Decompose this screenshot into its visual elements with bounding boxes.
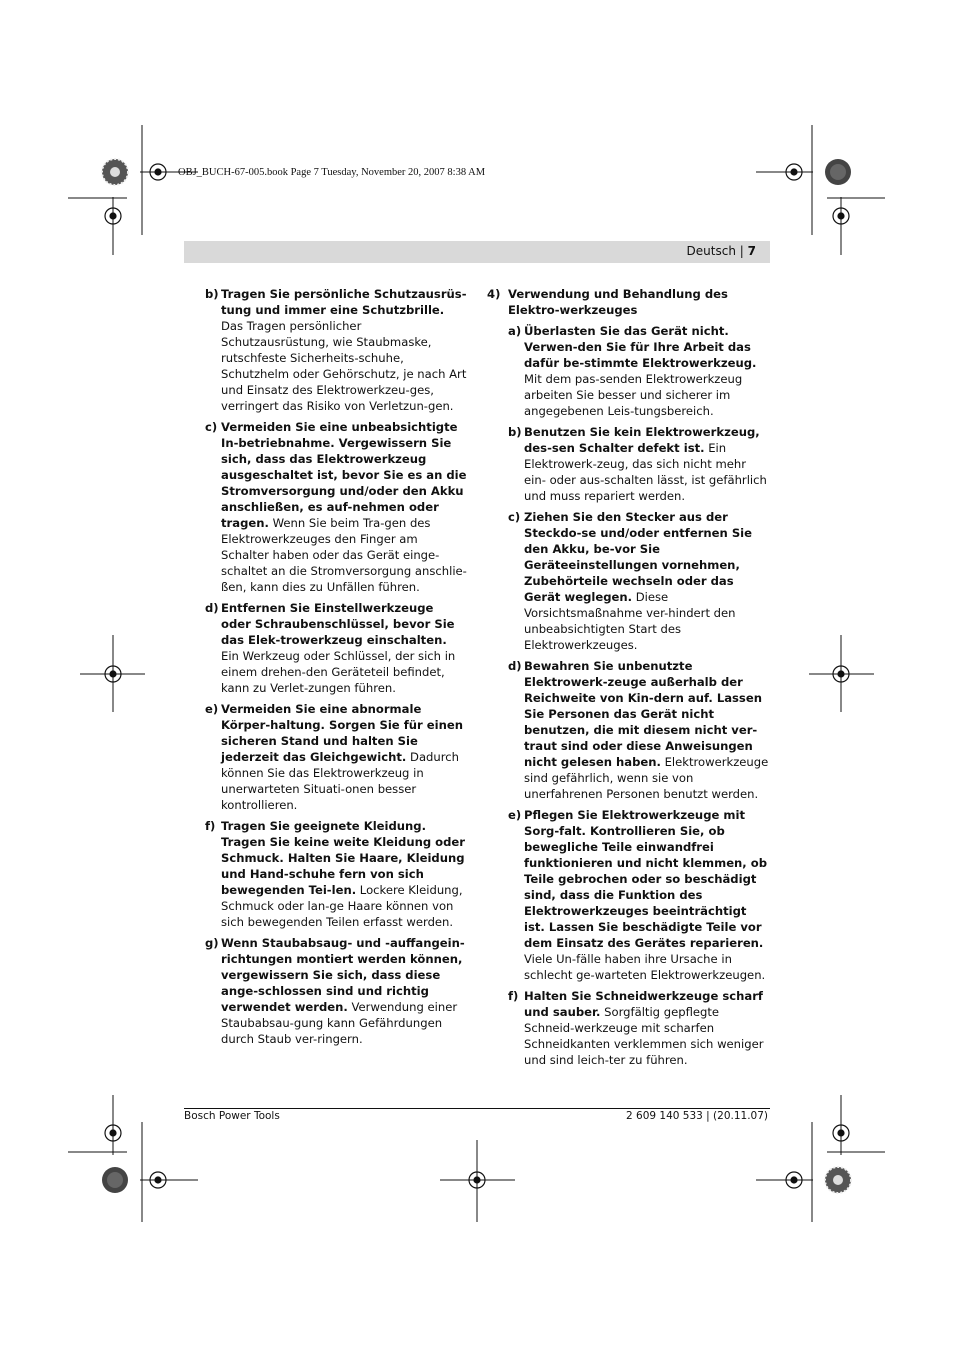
item-heading: Wenn Staubabsaug- und -auffangein-richtungen montiert werden können, vergewissern Sie sich, dass diese ange-schlossen sind und richtig verwendet werden. bbox=[221, 936, 465, 1014]
item-marker: c) bbox=[508, 510, 521, 524]
usage-item-d bbox=[508, 658, 770, 802]
safety-item-e bbox=[205, 701, 467, 813]
item-body: Ein Elektrowerk-zeug, das sich nicht mehr ein- oder aus-schalten lässt, ist gefährlich und muss repariert werden. bbox=[524, 441, 767, 503]
item-marker: d) bbox=[205, 601, 219, 615]
footer-brand: Bosch Power Tools bbox=[184, 1110, 280, 1122]
item-heading: Entfernen Sie Einstellwerkzeuge oder Schraubenschlüssel, bevor Sie das Elek-trowerkzeug einschalten. bbox=[221, 601, 455, 647]
item-marker: f) bbox=[205, 819, 216, 833]
item-marker: d) bbox=[508, 659, 522, 673]
usage-item-b bbox=[508, 424, 770, 504]
item-heading: Vermeiden Sie eine unbeabsichtigte In-betriebnahme. Vergewissern Sie sich, dass das Elektrowerkzeug ausgeschaltet ist, bevor Sie es an die Stromversorgung und/oder den Akku anschließen, es auf-nehmen oder tragen. bbox=[221, 420, 467, 530]
page-number: 7 bbox=[747, 244, 756, 258]
item-body: Viele Un-fälle haben ihre Ursache in schlecht ge-warteten Elektrowerkzeugen. bbox=[524, 952, 766, 982]
item-body: Das Tragen persönlicher Schutzausrüstung, wie Staubmaske, rutschfeste Sicherheits-schuhe, Schutzhelm oder Gehörschutz, je nach Art und Einsatz des Elektrowerkzeu-ges, verringert das Risiko von Verletzun-gen. bbox=[221, 319, 467, 413]
print-slug-line: OBJ_BUCH-67-005.book Page 7 Tuesday, November 20, 2007 8:38 AM bbox=[178, 167, 486, 178]
safety-item-b bbox=[205, 286, 467, 414]
section-marker: 4) bbox=[487, 287, 501, 301]
safety-item-d bbox=[205, 600, 467, 696]
item-heading: Pflegen Sie Elektrowerkzeuge mit Sorg-falt. Kontrollieren Sie, ob bewegliche Teile einwandfrei funktionieren und nicht klemmen, ob Teile gebrochen oder so beschädigt sind, dass die Funktion des Elektrowerkzeuges beeinträchtigt ist. Lassen Sie beschädigte Teile vor dem Einsatz des Gerätes reparieren. bbox=[524, 808, 768, 950]
item-body: Diese Vorsichtsmaßnahme ver-hindert den unbeabsichtigten Start des Elektrowerkzeuges. bbox=[524, 590, 736, 652]
safety-item-f bbox=[205, 818, 467, 930]
page-header-bar bbox=[184, 241, 770, 263]
item-body: Sorgfältig gepflegte Schneid-werkzeuge mit scharfen Schneidkanten verklemmen sich weniger und sind leich-ter zu führen. bbox=[524, 1005, 764, 1067]
right-column bbox=[487, 286, 770, 1073]
item-marker: f) bbox=[508, 989, 519, 1003]
item-heading: Benutzen Sie kein Elektrowerkzeug, des-sen Schalter defekt ist. bbox=[524, 425, 760, 455]
item-heading: Tragen Sie persönliche Schutzausrüs-tung und immer eine Schutzbrille. bbox=[221, 287, 467, 317]
item-marker: a) bbox=[508, 324, 522, 338]
safety-item-c bbox=[205, 419, 467, 595]
item-body: Verwendung einer Staubabsau-gung kann Gefährdungen durch Staub ver-ringern. bbox=[221, 1000, 458, 1046]
footer-rule bbox=[184, 1108, 770, 1109]
header-separator: | bbox=[739, 244, 744, 258]
item-marker: e) bbox=[508, 808, 522, 822]
left-column bbox=[205, 286, 467, 1052]
item-marker: b) bbox=[205, 287, 219, 301]
item-heading: Ziehen Sie den Stecker aus der Steckdo-se und/oder entfernen Sie den Akku, be-vor Sie Geräteeinstellungen vornehmen, Zubehörteile wechseln oder das Gerät weglegen. bbox=[524, 510, 753, 604]
header-language: Deutsch bbox=[686, 244, 736, 258]
safety-item-g bbox=[205, 935, 467, 1047]
usage-item-e bbox=[508, 807, 770, 983]
item-marker: e) bbox=[205, 702, 219, 716]
section-heading bbox=[487, 286, 770, 318]
section-title: Verwendung und Behandlung des Elektro-werkzeuges bbox=[508, 287, 728, 317]
item-heading: Tragen Sie geeignete Kleidung. Tragen Sie keine weite Kleidung oder Schmuck. Halten Sie Haare, Kleidung und Hand-schuhe fern von sich bewegenden Tei-len. bbox=[221, 819, 466, 897]
item-marker: g) bbox=[205, 936, 219, 950]
item-body: Dadurch können Sie das Elektrowerkzeug in unerwarteten Situati-onen besser kontrollieren. bbox=[221, 750, 459, 812]
usage-item-a bbox=[508, 323, 770, 419]
item-heading: Bewahren Sie unbenutzte Elektrowerk-zeuge außerhalb der Reichweite von Kin-dern auf. Lassen Sie Personen das Gerät nicht benutzen, die mit diesem nicht ver-traut sind oder diese Anweisungen nicht gelesen haben. bbox=[524, 659, 762, 769]
footer-doc-number: 2 609 140 533 | (20.11.07) bbox=[626, 1110, 768, 1122]
item-body: Ein Werkzeug oder Schlüssel, der sich in einem drehen-den Geräteteil befindet, kann zu Verlet-zungen führen. bbox=[221, 649, 456, 695]
usage-item-f bbox=[508, 988, 770, 1068]
page-header-text bbox=[687, 244, 756, 258]
item-marker: b) bbox=[508, 425, 522, 439]
item-heading: Halten Sie Schneidwerkzeuge scharf und sauber. bbox=[524, 989, 763, 1019]
item-marker: c) bbox=[205, 420, 218, 434]
item-heading: Überlasten Sie das Gerät nicht. Verwen-den Sie für Ihre Arbeit das dafür be-stimmte Elektrowerkzeug. bbox=[524, 324, 757, 370]
item-body: Lockere Kleidung, Schmuck oder lan-ge Haare können von sich bewegenden Teilen erfasst werden. bbox=[221, 883, 463, 929]
item-body: Elektrowerkzeuge sind gefährlich, wenn sie von unerfahrenen Personen benutzt werden. bbox=[524, 755, 769, 801]
item-heading: Vermeiden Sie eine abnormale Körper-haltung. Sorgen Sie für einen sicheren Stand und halten Sie jederzeit das Gleichgewicht. bbox=[221, 702, 463, 764]
item-body: Wenn Sie beim Tra-gen des Elektrowerkzeuges den Finger am Schalter haben oder das Gerät einge-schaltet an die Stromversorgung anschlie-ßen, kann dies zu Unfällen führen. bbox=[221, 516, 467, 594]
usage-item-c bbox=[508, 509, 770, 653]
item-body: Mit dem pas-senden Elektrowerkzeug arbeiten Sie besser und sicherer im angegebenen Leis-tungsbereich. bbox=[524, 372, 743, 418]
